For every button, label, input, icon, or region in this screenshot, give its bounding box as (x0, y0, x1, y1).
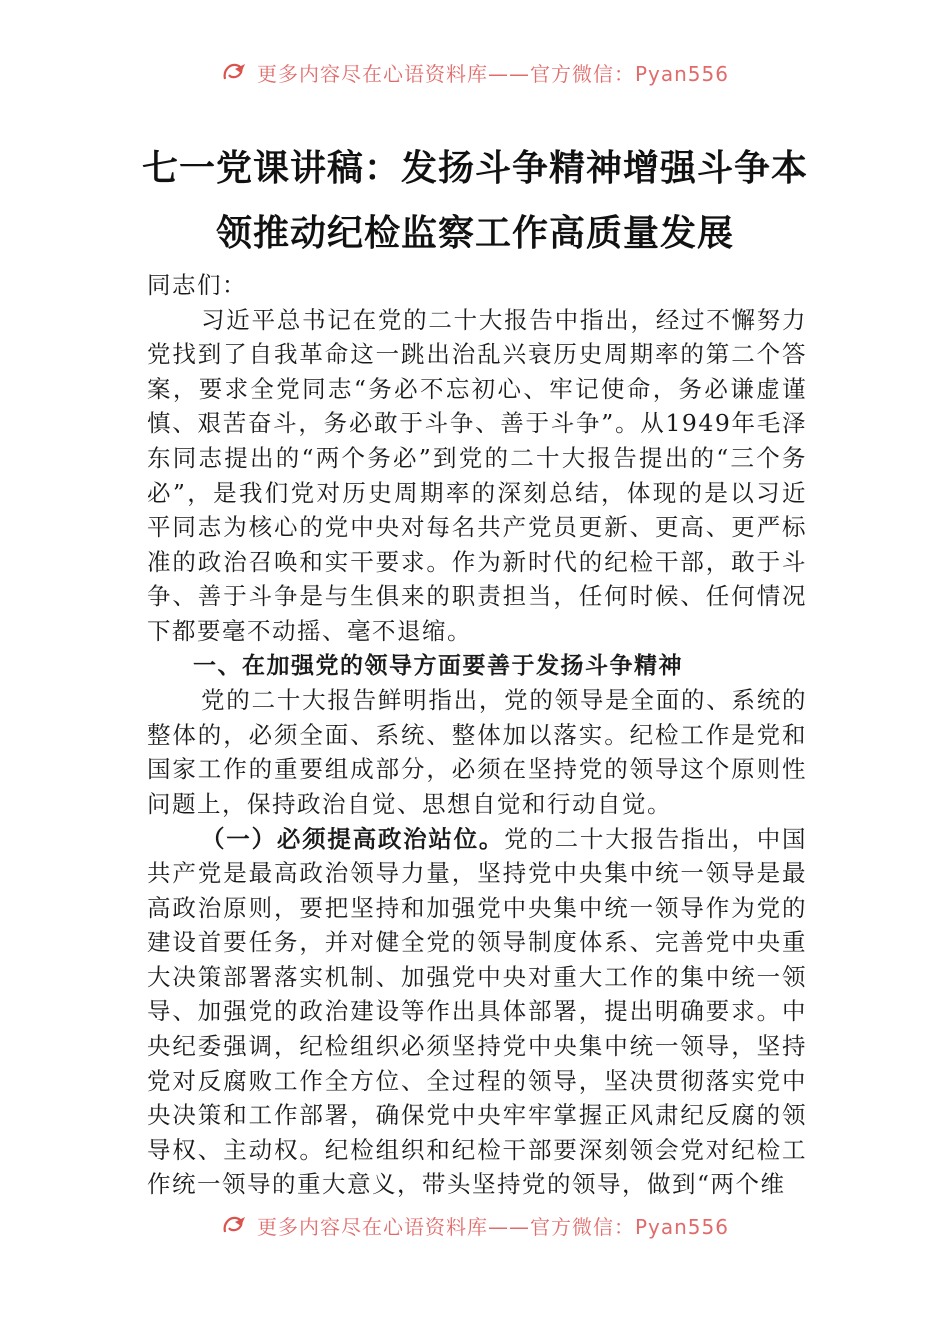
paragraph-intro: 习近平总书记在党的二十大报告中指出，经过不懈努力党找到了自我革命这一跳出治乱兴衰历史周期率的第二个答案，要求全党同志“务必不忘初心、牢记使命，务必谦虚谨慎、艰苦奋斗，务必敢于斗争、善于斗争”。从1949年毛泽东同志提出的“两个务必”到党的二十大报告提出的“三个务必”，是我们党对历史周期率的深刻总结，体现的是以习近平同志为核心的党中央对每名共产党员更新、更高、更严标准的政治召唤和实干要求。作为新时代的纪检干部，敢于斗争、善于斗争是与生俱来的职责担当，任何时候、任何情况下都要毫不动摇、毫不退缩。 (147, 305, 807, 645)
paragraph-subsection-1 (147, 822, 807, 1203)
document-title-line-2: 领推动纪检监察工作高质量发展 (215, 212, 734, 254)
watermark-header (0, 55, 950, 89)
watermark-text: 更多内容尽在心语资料库——官方微信：Pyan556 (256, 1214, 729, 1239)
greeting: 同志们： (147, 271, 247, 299)
document-body (147, 268, 807, 1202)
watermark-text: 更多内容尽在心语资料库——官方微信：Pyan556 (256, 61, 729, 86)
subsection-lead: （一）必须提高政治站位。 (201, 824, 505, 853)
subsection-text: 党的二十大报告指出，中国共产党是最高政治领导力量，坚持党中央集中统一领导是最高政治原则，要把坚持和加强党中央集中统一领导作为党的建设首要任务，并对健全党的领导制度体系、完善党中央重大决策部署落实机制、加强党中央对重大工作的集中统一领导、加强党的政治建设等作出具体部署，提出明确要求。中央纪委强调，纪检组织必须坚持党中央集中统一领导，坚持党对反腐败工作全方位、全过程的领导，坚决贯彻落实党中央决策和工作部署，确保党中央牢牢掌握正风肃纪反腐的领导权、主动权。纪检组织和纪检干部要深刻领会党对纪检工作统一领导的重大意义，带头坚持党的领导，做到“两个维 (147, 824, 808, 1199)
section-heading-1: 一、在加强党的领导方面要善于发扬斗争精神 (193, 652, 683, 679)
watermark-logo-icon (221, 61, 249, 83)
paragraph-section-1: 党的二十大报告鲜明指出，党的领导是全面的、系统的整体的，必须全面、系统、整体加以落实。纪检工作是党和国家工作的重要组成部分，必须在坚持党的领导这个原则性问题上，保持政治自觉、思想自觉和行动自觉。 (147, 686, 807, 818)
watermark-footer (0, 1208, 950, 1242)
document-title-line-1: 七一党课讲稿：发扬斗争精神增强斗争本 (141, 147, 808, 189)
watermark-logo-icon (221, 1214, 249, 1236)
